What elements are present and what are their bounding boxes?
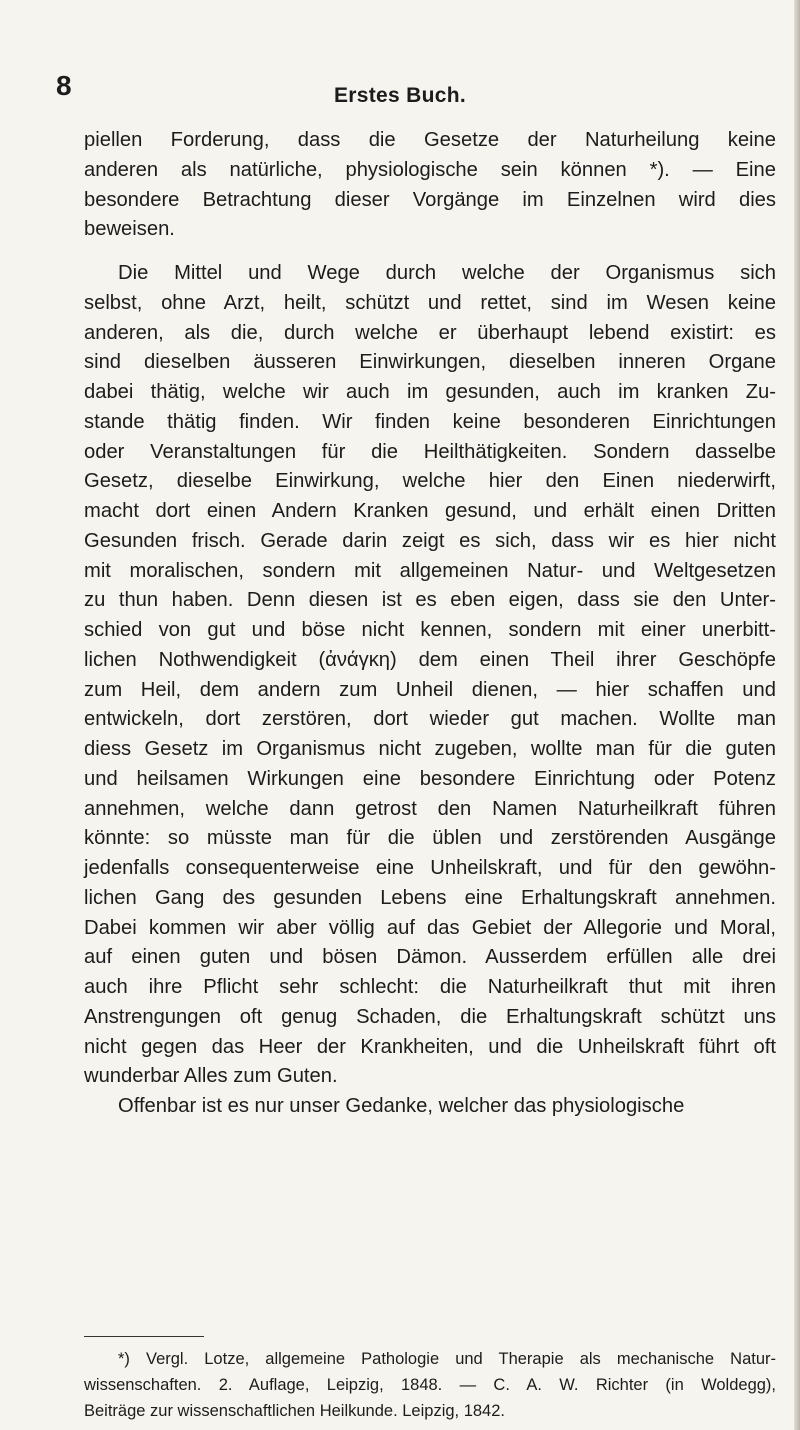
- text-line: mit moralischen, sondern mit allgemeinen Natur- und Weltgesetzen: [84, 559, 776, 582]
- page-edge: [794, 0, 800, 1430]
- text-line: zum Heil, dem andern zum Unheil dienen, — hier schaffen und: [84, 678, 776, 701]
- body-text: [84, 126, 776, 1122]
- footnote-line: Beiträge zur wissenschaftlichen Heilkunde. Leipzig, 1842.: [84, 1402, 505, 1420]
- text-line: könnte: so müsste man für die üblen und zerstörenden Ausgänge: [84, 827, 776, 850]
- text-line: Gesetz, dieselbe Einwirkung, welche hier den Einen niederwirft,: [84, 470, 776, 493]
- page-number: 8: [56, 70, 72, 101]
- text-line: und heilsamen Wirkungen eine besondere Einrichtung oder Potenz: [84, 767, 776, 790]
- text-line: jedenfalls consequenterweise eine Unheilskraft, und für den gewöhn-: [84, 857, 776, 879]
- text-line: lichen Gang des gesunden Lebens eine Erhaltungskraft annehmen.: [84, 886, 776, 909]
- paragraph-start-line: Die Mittel und Wege durch welche der Organismus sich: [118, 262, 776, 284]
- text-line: lichen Nothwendigkeit (ἀνάγκη) dem einen Theil ihrer Geschöpfe: [84, 648, 776, 671]
- running-head: Erstes Buch.: [334, 84, 466, 107]
- paragraph-start-line: Offenbar ist es nur unser Gedanke, welcher das physiologische: [118, 1095, 685, 1117]
- text-line: piellen Forderung, dass die Gesetze der Naturheilung keine: [84, 129, 776, 151]
- footnote-line: *) Vergl. Lotze, allgemeine Pathologie und Therapie als mechanische Natur-: [118, 1350, 776, 1368]
- text-line: anderen, als die, durch welche er überhaupt lebend existirt: es: [84, 321, 776, 344]
- text-line: schied von gut und böse nicht kennen, sondern mit einer unerbitt-: [84, 619, 776, 641]
- text-line: dabei thätig, welche wir auch im gesunden, auch im kranken Zu-: [84, 381, 776, 403]
- text-line: stande thätig finden. Wir finden keine besonderen Einrichtungen: [84, 410, 776, 433]
- text-line: macht dort einen Andern Kranken gesund, und erhält einen Dritten: [84, 500, 776, 522]
- text-line: selbst, ohne Arzt, heilt, schützt und rettet, sind im Wesen keine: [84, 291, 776, 314]
- text-line: auf einen guten und bösen Dämon. Ausserdem erfüllen alle drei: [84, 946, 776, 969]
- text-line: Gesunden frisch. Gerade darin zeigt es sich, dass wir es hier nicht: [84, 529, 776, 552]
- text-line: entwickeln, dort zerstören, dort wieder gut machen. Wollte man: [84, 708, 776, 731]
- footnote-line: wissenschaften. 2. Auflage, Leipzig, 1848. — C. A. W. Richter (in Woldegg),: [84, 1376, 776, 1394]
- text-line: auch ihre Pflicht sehr schlecht: die Naturheilkraft thut mit ihren: [84, 976, 776, 998]
- footnote-rule: [84, 1336, 204, 1337]
- footnote: [84, 1346, 776, 1424]
- text-line: Anstrengungen oft genug Schaden, die Erhaltungskraft schützt uns: [84, 1005, 776, 1028]
- text-line: sind dieselben äusseren Einwirkungen, dieselben inneren Organe: [84, 351, 776, 374]
- text-line: diess Gesetz im Organismus nicht zugeben, wollte man für die guten: [84, 738, 776, 760]
- text-line: beweisen.: [84, 218, 175, 241]
- text-line: wunderbar Alles zum Guten.: [84, 1065, 338, 1088]
- text-line: besondere Betrachtung dieser Vorgänge im Einzelnen wird dies: [84, 188, 776, 211]
- text-line: Dabei kommen wir aber völlig auf das Gebiet der Allegorie und Moral,: [84, 916, 776, 939]
- text-line: oder Veranstaltungen für die Heilthätigkeiten. Sondern dasselbe: [84, 440, 776, 463]
- text-line: anderen als natürliche, physiologische sein können *). — Eine: [84, 158, 776, 181]
- text-line: nicht gegen das Heer der Krankheiten, und die Unheilskraft führt oft: [84, 1035, 776, 1058]
- text-line: zu thun haben. Denn diesen ist es eben eigen, dass sie den Unter-: [84, 589, 776, 612]
- text-line: annehmen, welche dann getrost den Namen Naturheilkraft führen: [84, 797, 776, 820]
